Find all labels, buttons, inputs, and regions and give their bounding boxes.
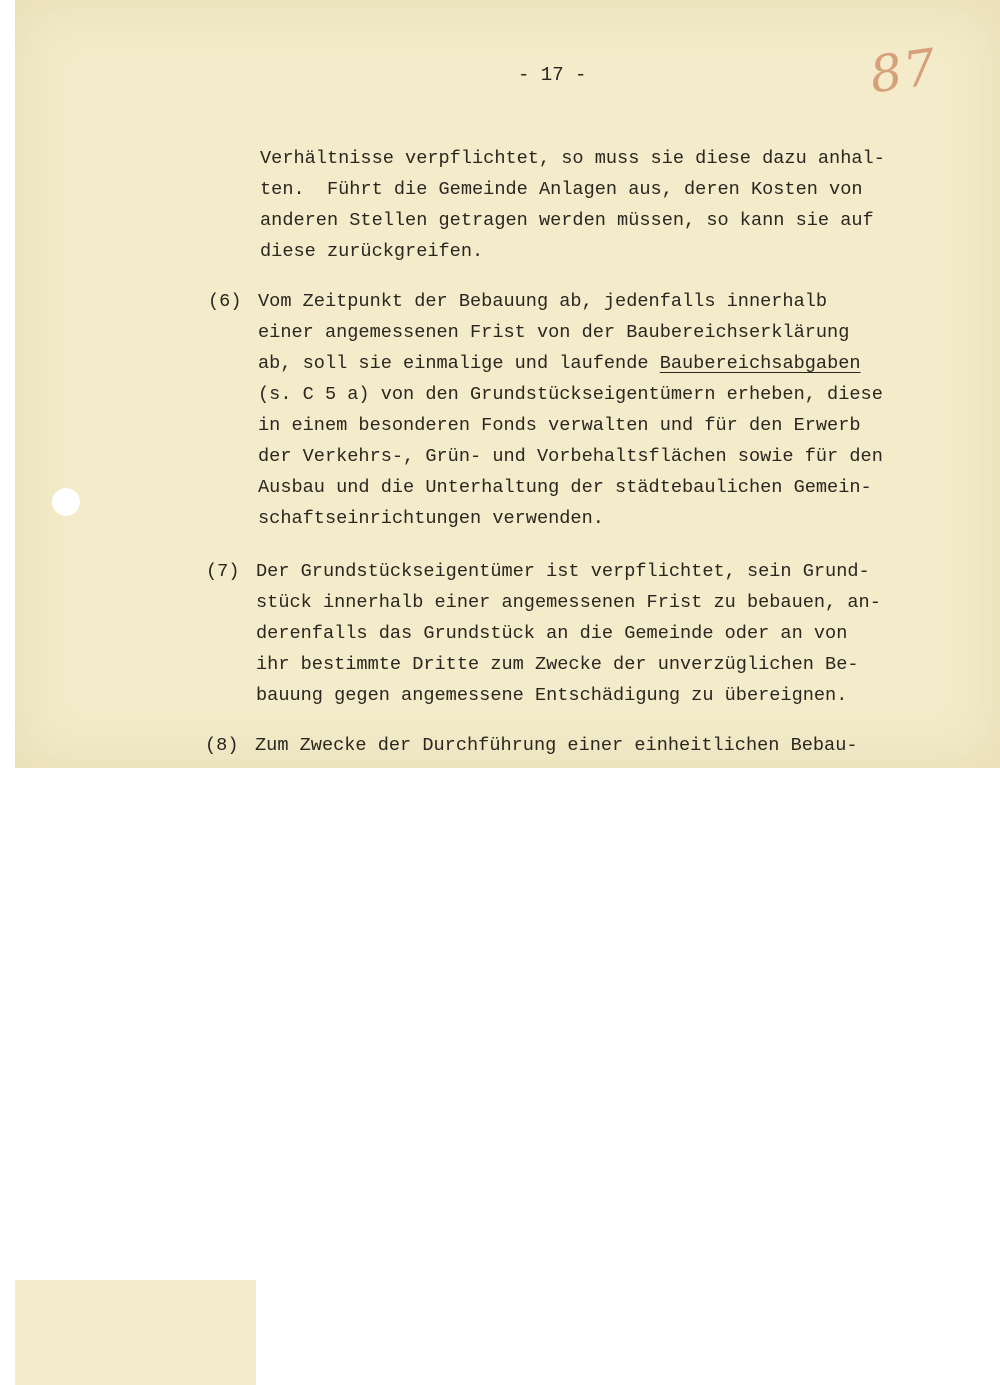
text-line: stück innerhalb einer angemessenen Frist zu bebauen, an- <box>256 592 881 613</box>
text-line: Der Grundstückseigentümer ist verpflichtet, sein Grund- <box>256 561 870 582</box>
text-line: einer angemessenen Frist von der Baubereichserklärung <box>258 322 850 343</box>
text-line: (s. C 5 a) von den Grundstückseigentümern erheben, diese <box>258 384 883 405</box>
text-line: der Verkehrs-, Grün- und Vorbehaltsflächen sowie für den <box>258 446 883 467</box>
text-line: ten. Führt die Gemeinde Anlagen aus, deren Kosten von <box>260 179 863 200</box>
page-number: - 17 - <box>518 64 587 86</box>
text-line: bauung gegen angemessene Entschädigung zu übereignen. <box>256 685 848 706</box>
handwritten-folio-number: 87 <box>866 37 942 105</box>
text-line: anderen Stellen getragen werden müssen, so kann sie auf <box>260 210 874 231</box>
paragraph-8 <box>255 730 858 761</box>
punch-hole <box>52 488 80 516</box>
text-line: Zum Zwecke der Durchführung einer einheitlichen Bebau- <box>255 735 858 756</box>
text-line: schaftseinrichtungen verwenden. <box>258 508 604 529</box>
paragraph-6 <box>258 286 883 534</box>
text-line: Vom Zeitpunkt der Bebauung ab, jedenfalls innerhalb <box>258 291 828 312</box>
paragraph-continuation <box>260 143 885 267</box>
text-line: diese zurückgreifen. <box>260 241 484 262</box>
text-segment: ab, soll sie einmalige und laufende <box>258 353 660 374</box>
text-line: Verhältnisse verpflichtet, so muss sie diese dazu anhal- <box>260 148 885 169</box>
text-line: ihr bestimmte Dritte zum Zwecke der unverzüglichen Be- <box>256 654 859 675</box>
paragraph-marker-7: (7) <box>206 561 240 582</box>
text-line <box>258 348 883 379</box>
text-line: Ausbau und die Unterhaltung der städtebaulichen Gemein- <box>258 477 872 498</box>
underlined-term: Baubereichsabgaben <box>659 353 861 374</box>
paragraph-7 <box>256 556 881 711</box>
text-line: derenfalls das Grundstück an die Gemeinde oder an von <box>256 623 848 644</box>
text-line: in einem besonderen Fonds verwalten und für den Erwerb <box>258 415 861 436</box>
paragraph-marker-6: (6) <box>208 291 242 312</box>
document-sheet-fragment <box>15 1280 256 1385</box>
paragraph-marker-8: (8) <box>205 735 239 756</box>
